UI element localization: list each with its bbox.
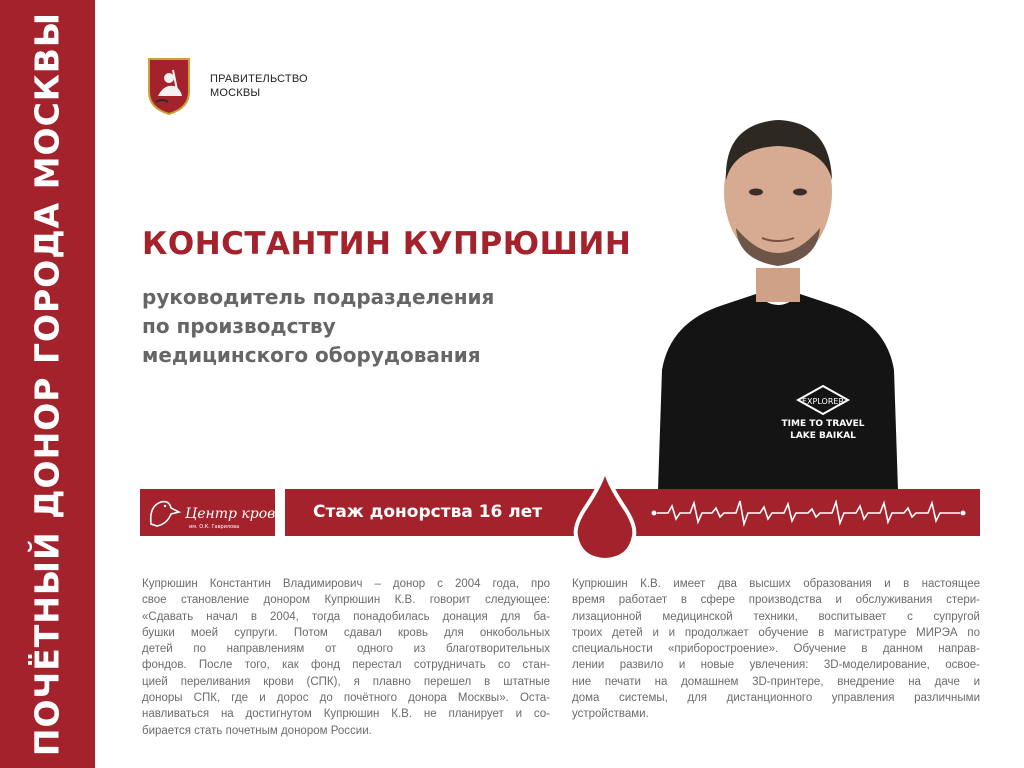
- shirt-badge: EXPLORER: [802, 397, 844, 406]
- donation-experience: Стаж донорства 16 лет: [313, 502, 543, 522]
- person-name: КОНСТАНТИН КУПРЮШИН: [142, 226, 632, 262]
- bio-line: Купрюшин К.В. имеет два высших образования и в настоящее: [572, 578, 980, 590]
- moscow-crest-icon: [146, 56, 192, 116]
- bio-line: детей по направлениям от одного из благотворительных: [142, 643, 550, 656]
- person-role: [142, 283, 494, 370]
- bio-line: «Сдавать начал в 2004, тогда понадобилась донация для ба-: [142, 610, 550, 623]
- shirt-text-2: LAKE BAIKAL: [790, 431, 856, 441]
- blood-drop-icon: [572, 466, 638, 562]
- role-line: по производству: [142, 314, 336, 338]
- bio-line: бирается стать почетным донором России.: [142, 724, 372, 737]
- side-title: ПОЧЁТНЫЙ ДОНОР ГОРОДА МОСКВЫ: [27, 11, 67, 757]
- bio-line: ние печати на домашнем 3D-принтере, внедрение на даче и: [572, 675, 980, 688]
- bio-line: Купрюшин Константин Владимирович – донор с 2004 года, про: [142, 578, 550, 590]
- bio-line: время работает в сфере производства и обслуживания стери-: [572, 594, 980, 607]
- bio-left-column: [142, 576, 550, 739]
- bio-line: лении развило и новые увлечения: 3D-моделирование, освое-: [572, 659, 980, 672]
- bio-line: троих детей и и продолжает обучение в магистратуре МИРЭА по: [572, 626, 980, 639]
- pelican-logo-icon: [145, 494, 284, 532]
- bio-line: свое становление донором Купрюшин К.В. говорит следующее:: [142, 594, 550, 607]
- bio-line: лизационной медицинской техники, воспитывает с супругой: [572, 610, 980, 623]
- blood-drop: [572, 466, 638, 562]
- bio-line: фондов. После того, как фонд перестал сотрудничать со стан-: [142, 659, 550, 672]
- blood-center-logo: [140, 489, 284, 536]
- bio-right-column: [572, 576, 980, 723]
- bio-line: навливаться на достигнутом Купрюшин К.В. не планирует и со-: [142, 708, 550, 721]
- bio-line: дома системы, для дистанционного управления различными: [572, 692, 980, 705]
- donor-portrait: [648, 100, 908, 490]
- role-line: руководитель подразделения: [142, 285, 495, 309]
- role-line: медицинского оборудования: [142, 343, 481, 367]
- bio-line: доноры СПК, где и дорос до почётного донора Москвы». Оста-: [142, 692, 550, 705]
- heartbeat-line-icon: [650, 497, 968, 527]
- side-band: [0, 0, 95, 768]
- bio-line: цией переливания крови (СПК), я плавно перешел в штатные: [142, 675, 550, 688]
- shirt-text-1: TIME TO TRAVEL: [781, 419, 865, 429]
- logo-text: Центр крови: [184, 505, 284, 522]
- gov-line-2: МОСКВЫ: [210, 87, 261, 99]
- bio-line: специальности «приборостроение». Обучение в данном направ-: [572, 643, 980, 656]
- government-logo: [146, 56, 308, 116]
- gov-line-1: ПРАВИТЕЛЬСТВО: [210, 73, 308, 85]
- bio-line: устройствами.: [572, 708, 649, 721]
- bio-line: бушки моей супруги. Потом сдавал кровь для онкобольных: [142, 626, 550, 639]
- logo-small-text: им. О.К. Гаврилова: [188, 523, 239, 530]
